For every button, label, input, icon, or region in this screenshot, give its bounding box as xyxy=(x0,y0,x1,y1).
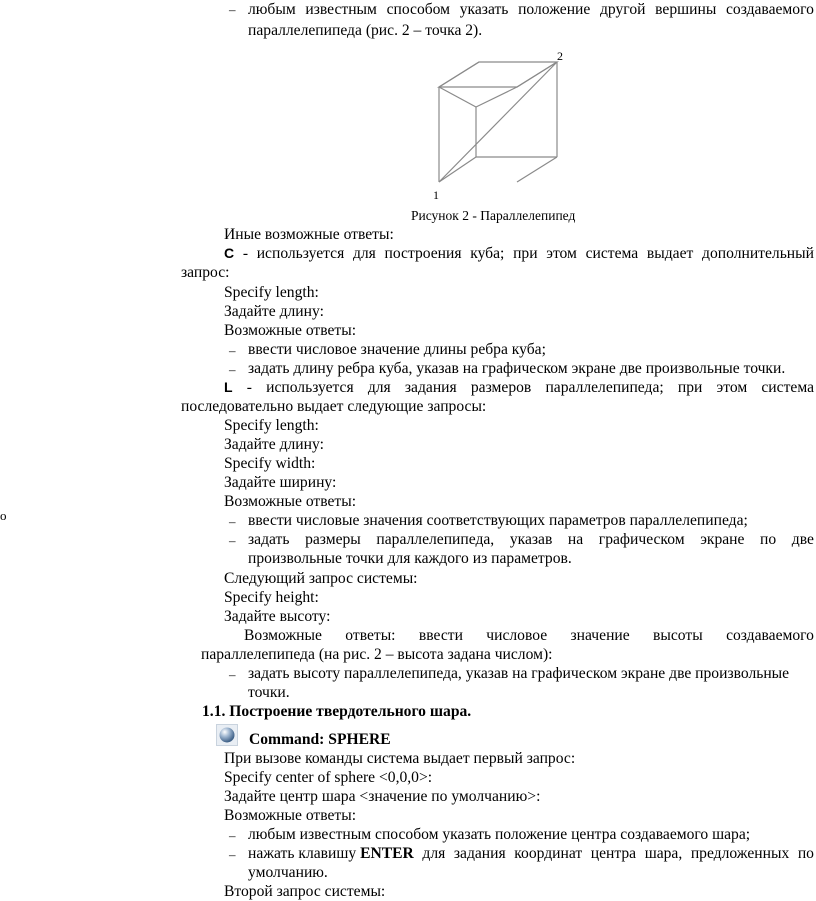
height-answer-line2: параллелепипеда (на рис. 2 – высота задана числом): xyxy=(201,646,553,663)
sphere-icon[interactable] xyxy=(216,724,238,746)
l-option-line2: последовательно выдает следующие запросы: xyxy=(181,398,487,415)
sphere-line: При вызове команды система выдает первый запрос: xyxy=(224,750,576,767)
back-face xyxy=(439,62,557,87)
c-bullet-2: задать длину ребра куба, указав на графическом экране две произвольные точки. xyxy=(248,360,786,377)
point-2-label: 2 xyxy=(557,49,563,63)
l-option-line1: L - используется для задания размеров параллелепипеда; при этом система xyxy=(224,379,814,396)
height-bullet-line1: задать высоту параллелепипеда, указав на графическом экране две произвольные xyxy=(248,665,790,682)
figure-caption: Рисунок 2 - Параллелепипед xyxy=(411,208,576,223)
margin-mark: o xyxy=(0,508,7,523)
l-bullet-2-line1: задать размеры параллелепипеда, указав на графическом экране по две xyxy=(248,531,814,548)
sphere-bullet-2-line1: нажать клавишу ENTER для задания координат центра шара, предложенных по xyxy=(248,845,814,862)
c-prompt: Задайте длину: xyxy=(224,303,324,320)
next-prompt: Задайте высоту: xyxy=(224,608,331,625)
c-prompt: Возможные ответы: xyxy=(224,322,357,339)
bullet-dash: – xyxy=(229,533,236,548)
bullet-dash: – xyxy=(229,2,236,17)
l-bullet-2-line2: произвольные точки для каждого из параметров. xyxy=(248,550,572,567)
sphere-bullet-1: любым известным способом указать положение центра создаваемого шара; xyxy=(248,826,751,843)
l-bullet-1: ввести числовые значения соответствующих параметров параллелепипеда; xyxy=(248,512,748,529)
c-key: C xyxy=(224,245,235,261)
point-1-label: 1 xyxy=(433,188,439,202)
bullet-dash: – xyxy=(229,514,236,529)
c-bullet-1: ввести числовое значение длины ребра куба; xyxy=(248,341,546,358)
sphere-line: Specify center of sphere <0,0,0>: xyxy=(224,769,433,786)
next-prompt: Следующий запрос системы: xyxy=(224,570,418,587)
section-heading: 1.1. Построение твердотельного шара. xyxy=(202,703,472,720)
para-other: Иные возможные ответы: xyxy=(224,226,394,243)
diagonal-line xyxy=(439,62,557,182)
l-prompt: Specify width: xyxy=(224,455,316,472)
c-prompt: Specify length: xyxy=(224,284,319,301)
parallelepiped-figure xyxy=(420,44,580,206)
enter-key: ENTER xyxy=(360,845,414,862)
bullet-dash: – xyxy=(229,847,236,862)
sphere-line: Возможные ответы: xyxy=(224,807,357,824)
command-sphere: Command: SPHERE xyxy=(249,731,391,748)
l-key: L xyxy=(224,379,233,395)
l-prompt: Возможные ответы: xyxy=(224,493,357,510)
height-bullet-line2: точки. xyxy=(248,684,290,701)
top-bullet-line2: параллелепипеда (рис. 2 – точка 2). xyxy=(248,22,483,39)
l-prompt: Задайте ширину: xyxy=(224,474,337,491)
bullet-dash: – xyxy=(229,828,236,843)
bullet-dash: – xyxy=(229,343,236,358)
bullet-dash: – xyxy=(229,362,236,377)
next-prompt: Specify height: xyxy=(224,589,319,606)
sphere-bullet-2-line2: умолчанию. xyxy=(248,864,328,881)
l-prompt: Specify length: xyxy=(224,417,319,434)
l-prompt: Задайте длину: xyxy=(224,436,324,453)
sphere-line: Задайте центр шара <значение по умолчанию>: xyxy=(224,788,541,805)
c-option-line2: запрос: xyxy=(181,264,230,281)
top-bullet-line1: любым известным способом указать положение другой вершины создаваемого xyxy=(248,1,814,18)
height-answer-line1: Возможные ответы: ввести числовое значение высоты создаваемого xyxy=(244,627,814,644)
bullet-dash: – xyxy=(229,667,236,682)
c-option-line1: C - используется для построения куба; при этом система выдает дополнительный xyxy=(224,245,814,262)
last-line: Второй запрос системы: xyxy=(224,883,386,900)
